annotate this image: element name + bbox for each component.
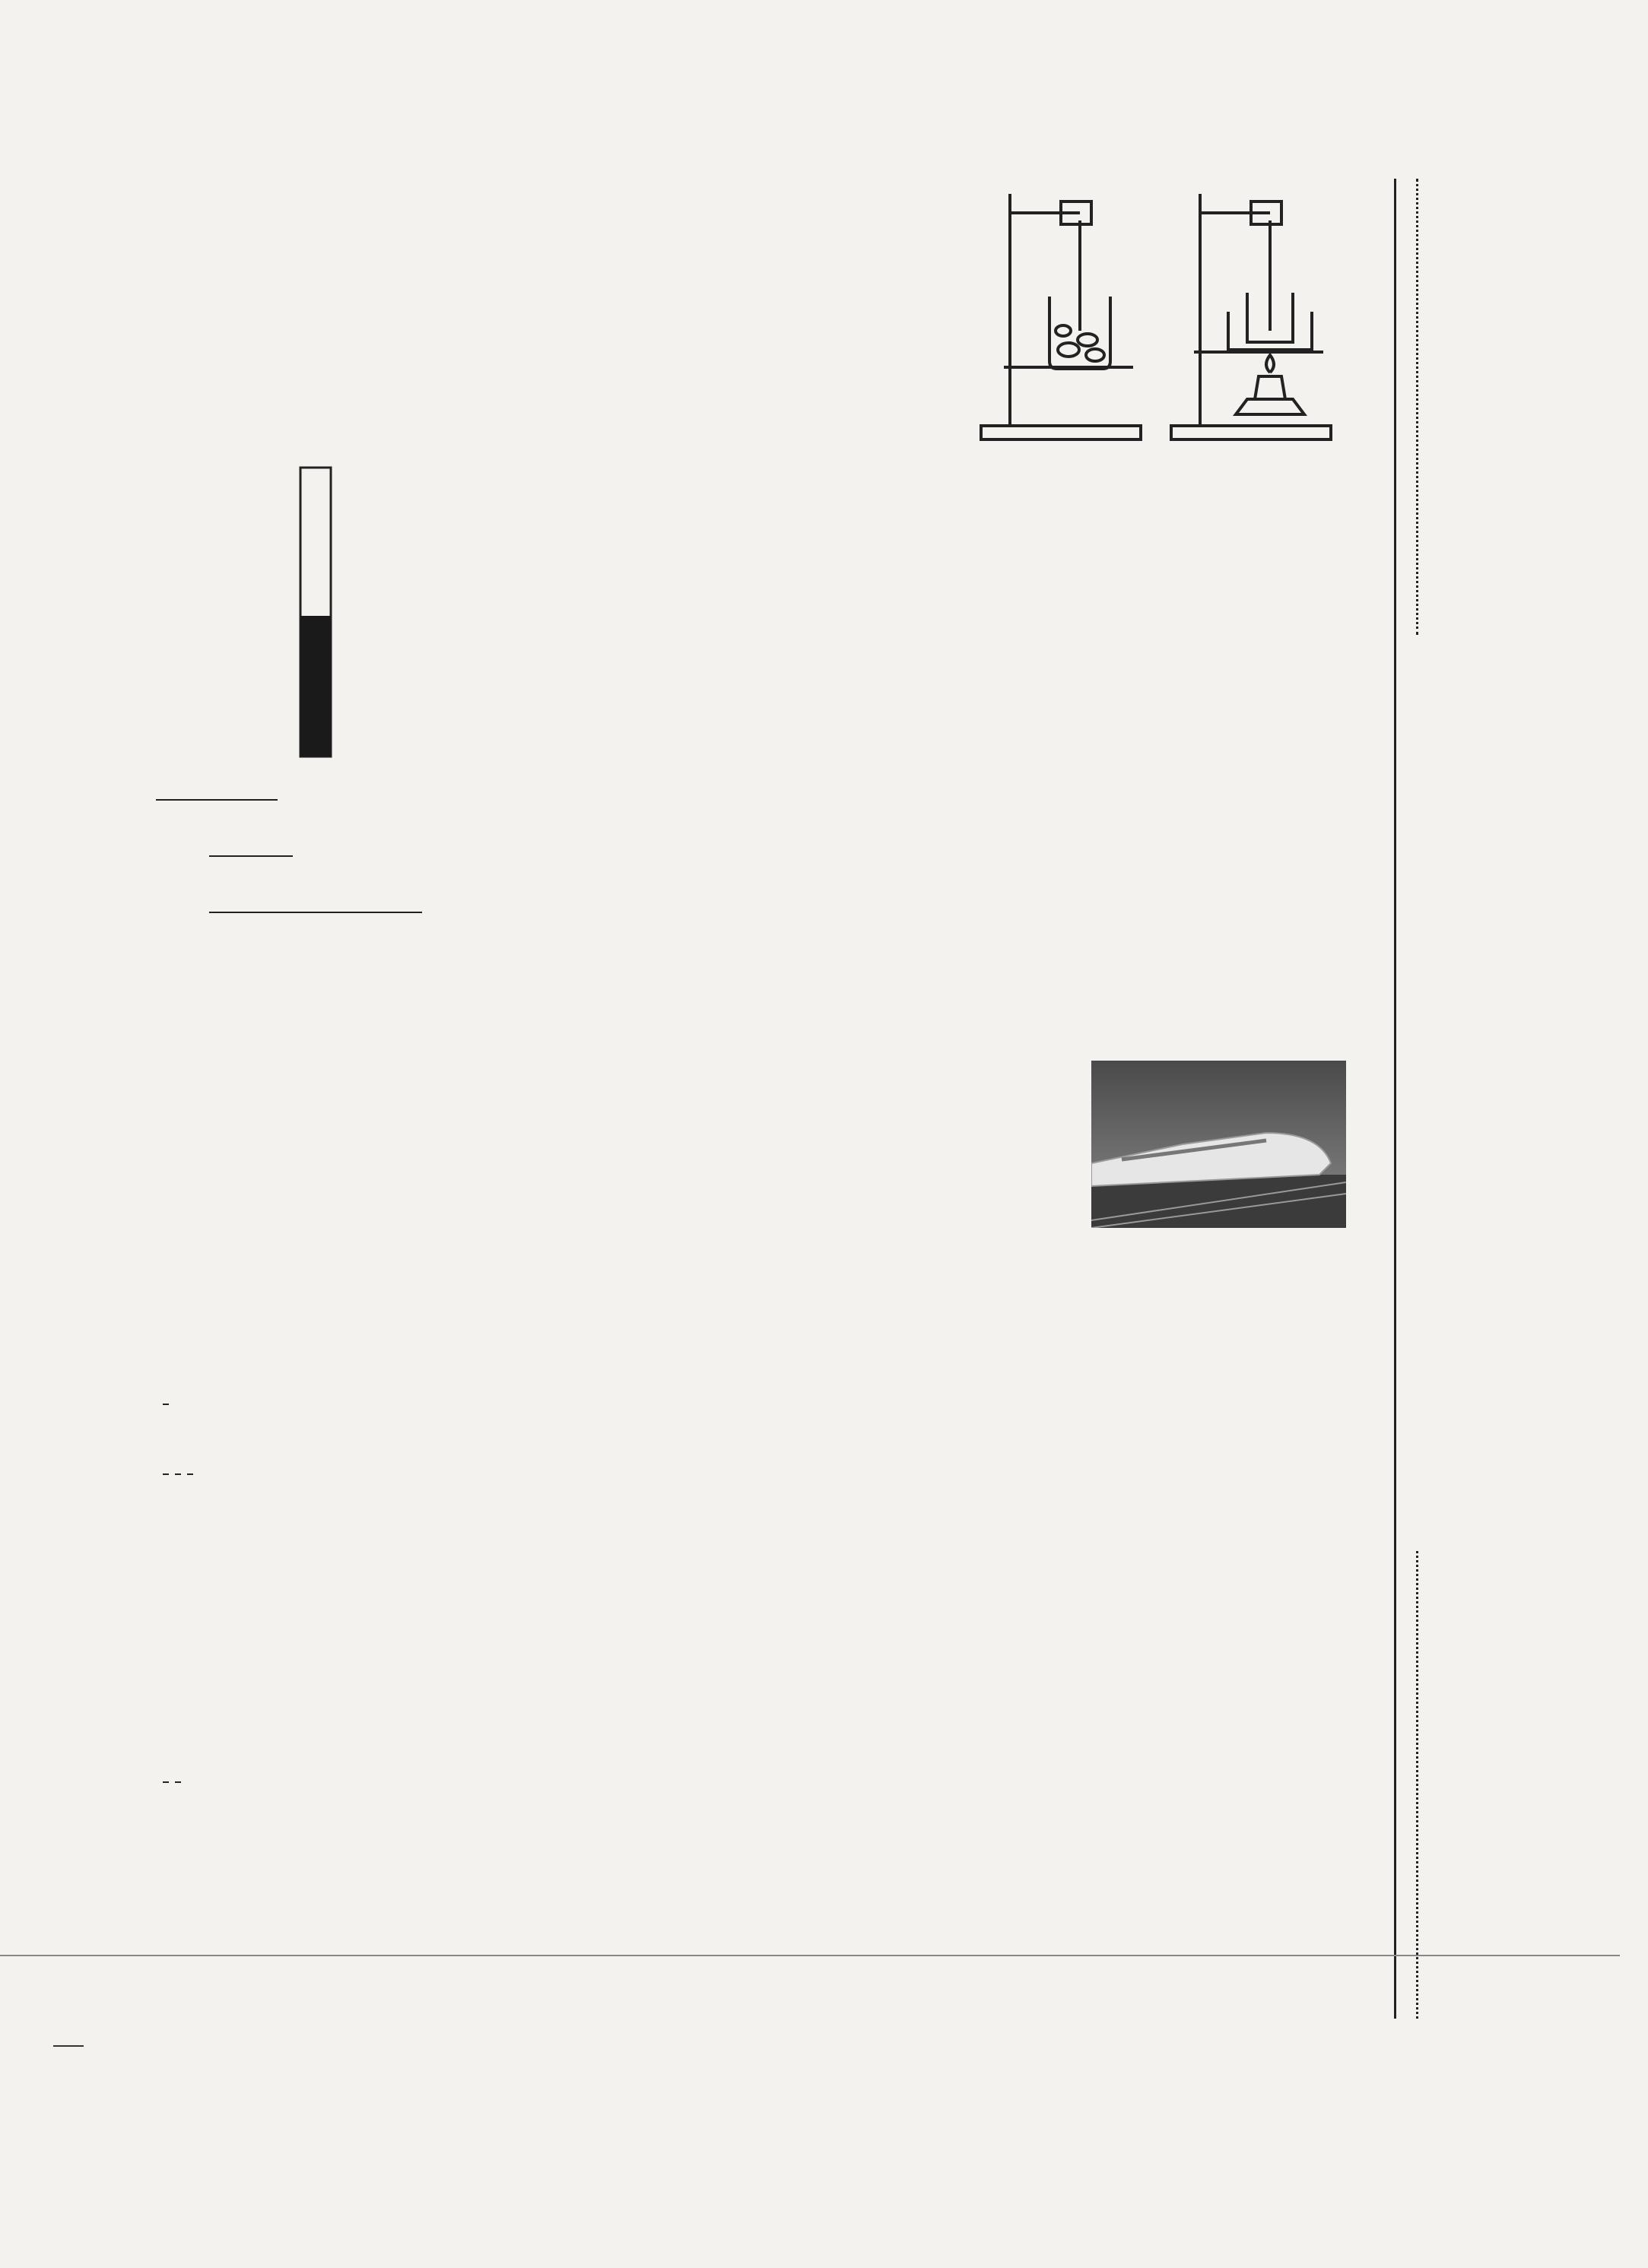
numerator [163,1781,169,1783]
answer-blank [209,912,323,913]
fraction [163,1781,169,1783]
fraction [175,1473,181,1475]
answer-blank [209,855,293,857]
q26-solution [160,1768,184,1794]
answer-blank [323,912,422,913]
figure-thermometer [293,464,414,760]
q24-sub1 [156,764,293,877]
chart-jia [433,513,935,760]
train-photo [1091,1061,1346,1228]
numerator [163,1473,169,1475]
q25-solution-1 [160,1390,172,1416]
binding-line-solid [1394,179,1396,2019]
page-number-dash [53,2045,84,2047]
footer-rule [0,1955,1620,1956]
chart-yi [924,513,1259,760]
answer-blank [156,799,278,801]
fraction [187,1473,193,1475]
fraction [175,1781,181,1783]
numerator [187,1473,193,1475]
figure-apparatus [973,179,1338,452]
binding-line-dotted-bottom [1416,1551,1418,2019]
numerator [163,1404,169,1405]
q25-solution-2 [160,1460,196,1486]
numerator [175,1781,181,1783]
numerator [175,1473,181,1475]
binding-line-dotted-top [1416,179,1418,635]
fraction [163,1473,169,1475]
q24-sub2 [156,877,422,933]
thermometer-liquid [300,616,331,757]
fraction [163,1404,169,1405]
